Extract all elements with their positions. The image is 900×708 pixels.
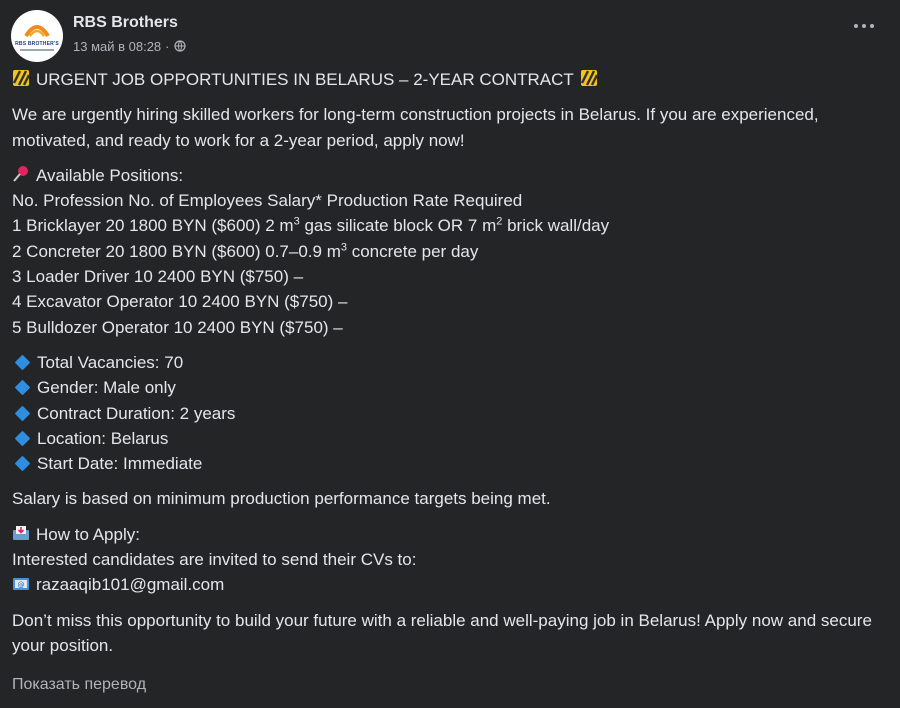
closing-paragraph: Don’t miss this opportunity to build your future with a reliable and well-paying job in Belarus! Apply now and secure your position. xyxy=(12,610,872,655)
fact-item: Gender: Male only xyxy=(12,375,882,400)
post-timestamp-link[interactable]: 13 май в 08:28 xyxy=(73,38,162,54)
email-address-link[interactable]: razaaqib101@gmail.com xyxy=(36,575,225,595)
position-row: 4 Excavator Operator 10 2400 BYN ($750) – xyxy=(12,292,348,312)
blue-diamond-icon xyxy=(15,355,31,371)
post-body xyxy=(12,67,882,698)
meta-separator: · xyxy=(165,38,170,54)
blue-diamond-icon xyxy=(15,405,31,421)
fact-item: Total Vacancies: 70 xyxy=(12,350,882,375)
position-row: 2 Concreter 20 1800 BYN ($600) 0.7–0.9 $m^3$ concrete per day xyxy=(12,241,479,261)
post-header xyxy=(11,10,186,62)
post-meta xyxy=(73,39,186,54)
blue-diamond-icon xyxy=(15,456,31,472)
headline: URGENT JOB OPPORTUNITIES IN BELARUS – 2-YEAR CONTRACT xyxy=(12,67,882,92)
avatar[interactable] xyxy=(11,10,63,62)
intro-paragraph: We are urgently hiring skilled workers for long-term construction projects in Belarus. If you are experienced, motivated, and ready to work for a 2-year period, apply now! xyxy=(12,105,819,150)
positions-heading: Available Positions: xyxy=(12,163,882,188)
avatar-logo-tagline xyxy=(20,49,54,51)
avatar-logo-text: RBS BROTHER'S xyxy=(15,40,59,47)
blue-diamond-icon xyxy=(15,431,31,447)
brand-logo-icon xyxy=(24,22,50,40)
fact-item: Contract Duration: 2 years xyxy=(12,401,882,426)
warning-stripes-icon xyxy=(12,69,30,87)
more-options-button[interactable] xyxy=(854,24,874,28)
svg-text:@: @ xyxy=(17,581,25,590)
blue-diamond-icon xyxy=(15,380,31,396)
salary-note: Salary is based on minimum production performance targets being met. xyxy=(12,489,551,509)
fact-item: Start Date: Immediate xyxy=(12,451,882,476)
show-translation-link[interactable]: Показать перевод xyxy=(12,676,147,694)
more-options-icon xyxy=(854,24,858,28)
globe-icon[interactable] xyxy=(174,40,186,52)
apply-heading: How to Apply: xyxy=(12,522,882,547)
fact-item: Location: Belarus xyxy=(12,426,882,451)
position-row: 1 Bricklayer 20 1800 BYN ($600) 2 $m^3$ gas silicate block OR 7 $m^2$ brick wall/day xyxy=(12,215,610,236)
positions-table-header: No. Profession No. of Employees Salary* Production Rate Required xyxy=(12,191,523,211)
email-icon xyxy=(12,576,30,592)
inbox-tray-icon xyxy=(12,524,30,542)
page-name-link[interactable]: RBS Brothers xyxy=(73,13,178,31)
apply-text: Interested candidates are invited to send their CVs to: xyxy=(12,550,417,570)
warning-stripes-icon xyxy=(580,69,598,87)
position-row: 3 Loader Driver 10 2400 BYN ($750) – xyxy=(12,267,304,287)
position-row: 5 Bulldozer Operator 10 2400 BYN ($750) – xyxy=(12,317,343,337)
email-line xyxy=(12,572,882,597)
pushpin-icon xyxy=(12,165,30,183)
